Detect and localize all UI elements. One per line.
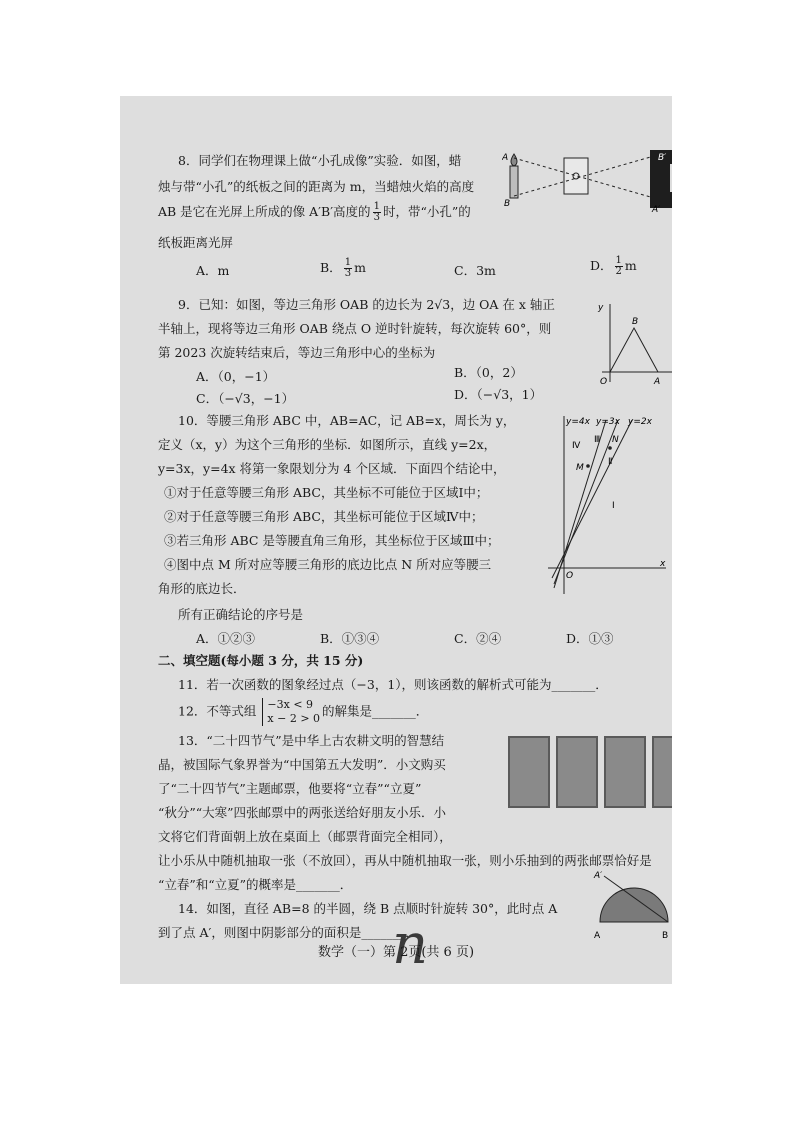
svg-text:Ⅱ: Ⅱ [608,457,613,467]
svg-text:M: M [576,463,584,473]
stamp-1 [508,736,550,808]
q13-line7: “立春”和“立夏”的概率是_______． [158,877,353,892]
q10-region-figure [544,412,670,598]
svg-text:A: A [594,931,601,941]
triangle-oab [610,328,658,372]
svg-text:y: y [598,303,604,313]
q10-statement-2: ②对于任意等腰三角形 ABC，其坐标可能位于区域Ⅳ中； [164,509,484,524]
q10-option-a: A．①②③ [196,631,256,646]
candle-shape [510,166,518,198]
q13-line6: 让小乐从中随机抽取一张（不放回），再从中随机抽取一张，则小乐抽到的两张邮票恰好是 [158,853,652,868]
point-m [586,464,590,468]
stamp-3 [604,736,646,808]
q8-line2: 烛与带“小孔”的纸板之间的距离为 m，当蜡烛火焰的高度 [158,179,475,194]
q10-ask: 所有正确结论的序号是 [178,607,304,622]
q9-option-d: D．（−√3，1） [454,387,543,402]
q10-statement-3: ③若三角形 ABC 是等腰直角三角形，其坐标位于区域Ⅲ中； [164,533,500,548]
q8-pinhole-figure [502,148,672,214]
svg-text:B′: B′ [658,153,667,163]
svg-text:x: x [660,559,666,569]
page-footer: 数学（一）第 2页(共 6 页) [317,945,475,960]
q10-statement-4a: ④图中点 M 所对应等腰三角形的底边比点 N 所对应等腰三 [164,557,492,572]
q12: 12．不等式组 −3x < 9 x − 2 > 0 的解集是_______． [178,698,429,725]
svg-text:y=2x: y=2x [628,417,652,427]
svg-text:B: B [662,931,669,941]
q14-semicircle-figure [590,860,670,944]
q10-option-b: B．①③④ [320,631,380,646]
q8-option-c: C．3m [454,263,496,278]
svg-text:O: O [600,377,608,386]
q8-option-a: A．m [196,263,230,278]
svg-text:A: A [502,153,509,163]
q11: 11．若一次函数的图象经过点（−3，1），则该函数的解析式可能为_______． [178,677,608,692]
section-2-heading: 二、填空题(每小题 3 分，共 15 分) [158,653,364,668]
q10-line1: 10．等腰三角形 ABC 中，AB=AC，记 AB=x，周长为 y， [178,413,516,428]
q9-option-a: A．（0，−1） [196,369,276,384]
q14-line1: 14．如图，直径 AB=8 的半圆，绕 B 点顺时针旋转 30°，此时点 A [178,901,558,916]
q9-line1: 9．已知：如图，等边三角形 OAB 的边长为 2√3，边 OA 在 x 轴正 [178,297,555,312]
stamp-4 [652,736,672,808]
svg-text:A′: A′ [652,205,661,214]
svg-text:y=3x: y=3x [596,417,620,427]
watermark-letter: n [392,912,429,977]
svg-text:Ⅳ: Ⅳ [572,441,581,451]
scanned-exam-page [120,96,688,984]
q10-option-d: D．①③ [566,631,614,646]
q13-line5: 文将它们背面朝上放在桌面上（邮票背面完全相同）， [158,829,452,844]
q8-line1: 8．同学们在物理课上做“小孔成像”实验．如图，蜡 [178,153,462,168]
svg-text:B: B [504,199,511,209]
q9-option-b: B．（0，2） [454,365,523,380]
svg-text:Ⅰ: Ⅰ [612,501,615,511]
semicircle [600,888,668,922]
svg-text:B: B [632,317,639,327]
svg-text:O: O [566,571,574,581]
q9-line2: 半轴上，现将等边三角形 OAB 绕点 O 逆时针旋转，每次旋转 60°，则 [158,321,552,336]
inequality-system: −3x < 9 x − 2 > 0 [262,698,320,726]
svg-text:A′: A′ [594,871,603,881]
q13-line3: 了“二十四节气”主题邮票，他要将“立春”“立夏” [158,781,422,796]
q9-line3: 第 2023 次旋转结束后，等边三角形中心的坐标为 [158,345,436,360]
q8-line3-text-b: 时，带“小孔”的 [382,204,471,219]
q10-statement-1: ①对于任意等腰三角形 ABC，其坐标不可能位于区域Ⅰ中； [164,485,489,500]
svg-text:A: A [654,377,661,386]
svg-text:y=4x: y=4x [566,417,590,427]
q13-line4: “秋分”“大寒”四张邮票中的两张送给好朋友小乐．小 [158,805,447,820]
q14-line2: 到了点 A′，则图中阴影部分的面积是_______． [158,925,418,940]
stamp-2 [556,736,598,808]
inverted-image [670,164,672,192]
q13-line1: 13．“二十四节气”是中华上古农耕文明的智慧结 [178,733,445,748]
q10-statement-4b: 角形的底边长． [158,581,246,596]
q9-triangle-figure: y B O A x [598,303,688,386]
q8-fraction: $\frac{1}{3}$ [373,201,380,223]
svg-text:N: N [612,435,619,445]
q9-option-c: C．（−√3，−1） [196,391,295,406]
q10-line3: y=3x，y=4x 将第一象限划分为 4 个区域．下面四个结论中， [158,461,506,476]
stamps-image [508,736,672,808]
svg-text:Ⅲ: Ⅲ [594,435,601,445]
q8-line3 [158,202,471,223]
point-n [608,446,612,450]
flame-shape [511,154,517,166]
q8-option-d: D． $\frac{1}{2}$ m [590,255,637,277]
q13-line2: 晶，被国际气象界誉为“中国第五大发明”．小文购买 [158,757,446,772]
q10-option-c: C．②④ [454,631,502,646]
q8-option-b: B． $\frac{1}{3}$ m [320,257,366,279]
q8-line4: 纸板距离光屏 [158,235,234,250]
q8-line3-text-a: AB 是它在光屏上所成的像 A′B′高度的 [158,204,371,219]
q10-line2: 定义（x，y）为这个三角形的坐标．如图所示，直线 y=2x， [158,437,497,452]
